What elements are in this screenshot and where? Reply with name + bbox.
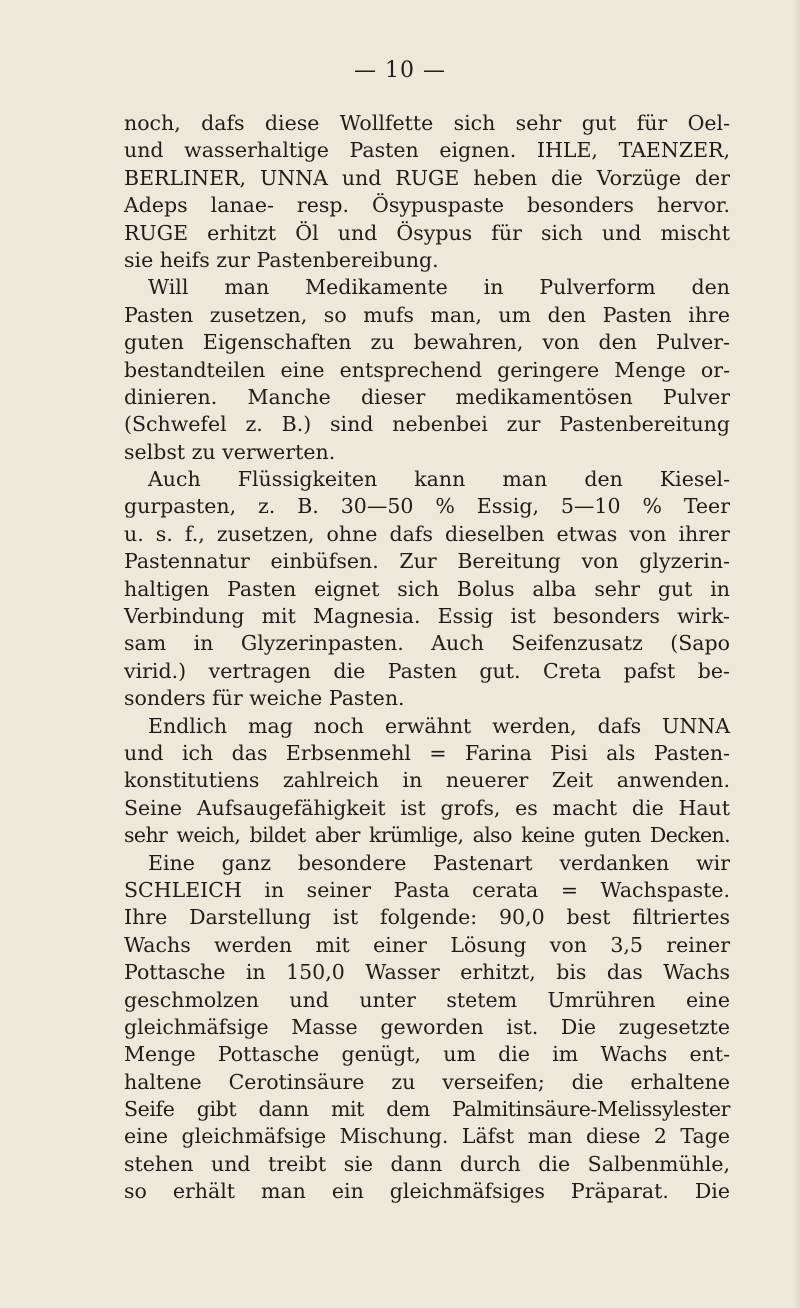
text-line: Ihre Darstellung ist folgende: 90,0 best filtriertes: [124, 905, 730, 930]
text-line: Eine ganz besondere Pastenart verdanken wir: [148, 850, 730, 875]
text-line: haltene Cerotinsäure zu verseifen; die erhaltene: [124, 1069, 730, 1094]
body-text: [124, 110, 730, 1206]
page-edge-shadow: [792, 0, 800, 1308]
text-line: Seife gibt dann mit dem Palmitinsäure-Melissylester: [124, 1097, 730, 1122]
text-line: Endlich mag noch erwähnt werden, dafs UNNA: [148, 713, 730, 738]
text-line: Auch Flüssigkeiten kann man den Kiesel-: [148, 467, 730, 492]
text-line: und ich das Erbsenmehl = Farina Pisi als Pasten-: [124, 740, 730, 765]
text-line: sam in Glyzerinpasten. Auch Seifenzusatz (Sapo: [124, 631, 730, 656]
text-line: Wachs werden mit einer Lösung von 3,5 reiner: [124, 932, 730, 957]
text-line: Pastennatur einbüfsen. Zur Bereitung von glyzerin-: [124, 549, 730, 574]
text-line: geschmolzen und unter stetem Umrühren eine: [124, 987, 730, 1012]
text-line: guten Eigenschaften zu bewahren, von den Pulver-: [124, 330, 730, 355]
text-line: Will man Medikamente in Pulverform den: [148, 275, 730, 300]
text-line: und wasserhaltige Pasten eignen. IHLE, TAENZER,: [124, 138, 730, 163]
text-line: haltigen Pasten eignet sich Bolus alba sehr gut in: [124, 576, 730, 601]
text-line: Adeps lanae- resp. Ösypuspaste besonders hervor.: [124, 193, 730, 218]
text-line: SCHLEICH in seiner Pasta cerata = Wachspaste.: [124, 877, 730, 902]
page-number: — 10 —: [354, 58, 446, 83]
text-line: Seine Aufsaugefähigkeit ist grofs, es macht die Haut: [124, 795, 730, 820]
text-line: RUGE erhitzt Öl und Ösypus für sich und mischt: [124, 220, 730, 245]
text-line: sie heifs zur Pastenbereibung.: [124, 247, 439, 272]
text-line: noch, dafs diese Wollfette sich sehr gut für Oel-: [124, 111, 730, 135]
text-line: sehr weich, bildet aber krümlige, also keine guten Decken.: [124, 823, 730, 848]
text-line: so erhält man ein gleichmäfsiges Präparat. Die: [124, 1179, 730, 1204]
text-line: eine gleichmäfsige Mischung. Läfst man diese 2 Tage: [124, 1124, 730, 1149]
text-line: bestandteilen eine entsprechend geringere Menge or-: [124, 357, 730, 382]
text-line: (Schwefel z. B.) sind nebenbei zur Pastenbereitung: [124, 412, 730, 437]
text-line: dinieren. Manche dieser medikamentösen Pulver: [124, 384, 730, 409]
text-line: Verbindung mit Magnesia. Essig ist besonders wirk-: [124, 604, 730, 629]
text-line: Pasten zusetzen, so mufs man, um den Pasten ihre: [124, 302, 730, 327]
text-line: sonders für weiche Pasten.: [124, 686, 405, 711]
text-line: Pottasche in 150,0 Wasser erhitzt, bis das Wachs: [124, 960, 730, 985]
text-line: gurpasten, z. B. 30—50 % Essig, 5—10 % Teer: [124, 494, 730, 519]
text-line: selbst zu verwerten.: [124, 439, 336, 464]
text-line: gleichmäfsige Masse geworden ist. Die zugesetzte: [124, 1014, 730, 1039]
text-line: BERLINER, UNNA und RUGE heben die Vorzüge der: [124, 165, 730, 190]
text-line: Menge Pottasche genügt, um die im Wachs ent-: [124, 1042, 730, 1067]
text-line: u. s. f., zusetzen, ohne dafs dieselben etwas von ihrer: [124, 521, 730, 546]
text-line: stehen und treibt sie dann durch die Salbenmühle,: [124, 1151, 730, 1176]
text-line: konstitutiens zahlreich in neuerer Zeit anwenden.: [124, 768, 730, 793]
text-line: virid.) vertragen die Pasten gut. Creta pafst be-: [124, 658, 730, 683]
